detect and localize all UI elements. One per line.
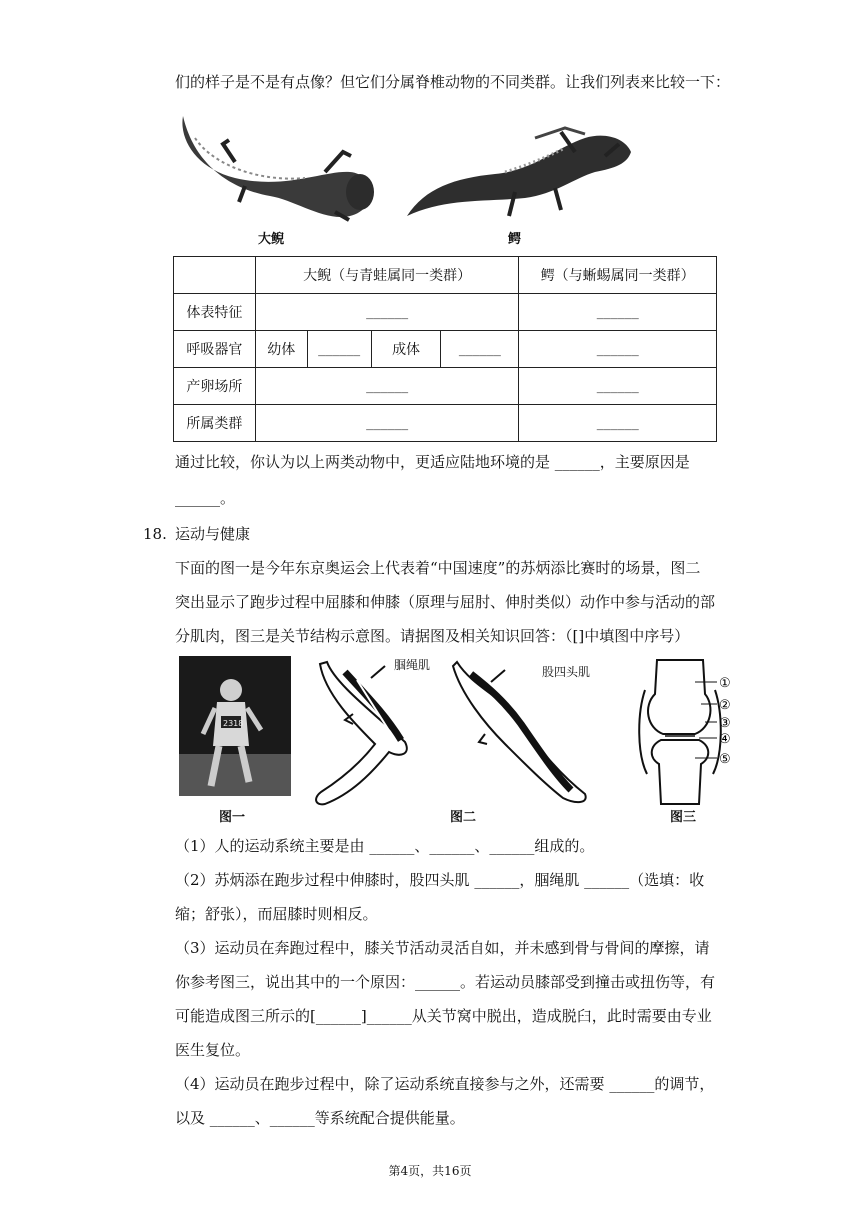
caption-giant-salamander: 大鲵 (258, 232, 285, 247)
answer-blank[interactable]: ______ (255, 405, 519, 442)
exercise-figures (175, 654, 735, 824)
answer-blank[interactable]: ______ (307, 331, 371, 368)
answer-blank[interactable]: ______ (519, 405, 717, 442)
comparison-table (173, 256, 717, 442)
caption-figure-one: 图一 (219, 810, 246, 825)
sub-question-line: （3）运动员在奔跑过程中，膝关节活动灵活自如，并未感到骨与骨间的摩擦，请 (175, 939, 710, 957)
answer-blank[interactable]: ______ (519, 294, 717, 331)
answer-blank[interactable]: ______ (255, 368, 519, 405)
table-head-salamander: 大鲵（与青蛙属同一类群） (255, 257, 519, 294)
sub-question-line: （1）人的运动系统主要是由 ______、______、______组成的。 (175, 837, 595, 855)
joint-label-3: ③ (719, 716, 731, 731)
table-row (174, 331, 717, 368)
answer-blank[interactable]: ______ (519, 331, 717, 368)
question-para-line: 下面的图一是今年东京奥运会上代表着“中国速度”的苏炳添比赛时的场景，图二 (175, 559, 701, 577)
answer-blank[interactable]: ______ (441, 331, 519, 368)
sub-question-line: （4）运动员在跑步过程中，除了运动系统直接参与之外，还需要 ______的调节， (175, 1075, 715, 1093)
table-header-row (174, 257, 717, 294)
sub-label-larva: 幼体 (255, 331, 307, 368)
question-para-line: 突出显示了跑步过程中屈膝和伸膝（原理与屈肘、伸肘类似）动作中参与活动的部 (175, 593, 716, 611)
row-label: 呼吸器官 (174, 331, 256, 368)
sub-question-line: 医生复位。 (175, 1041, 251, 1059)
row-label: 体表特征 (174, 294, 256, 331)
row-label: 产卵场所 (174, 368, 256, 405)
question-para-line: 分肌肉，图三是关节结构示意图。请据图及相关知识回答：（[]中填图中序号） (175, 627, 690, 645)
table-row (174, 405, 717, 442)
caption-figure-three: 图三 (670, 810, 697, 825)
figure-two-straight-leg (453, 662, 586, 802)
table-head-crocodile: 鳄（与蜥蜴属同一类群） (519, 257, 717, 294)
q17-conclusion-line1: 通过比较，你认为以上两类动物中，更适应陆地环境的是 ______，主要原因是 (175, 453, 690, 471)
joint-label-4: ④ (719, 732, 731, 747)
caption-figure-two: 图二 (450, 810, 477, 825)
figure-one-athlete-photo (179, 656, 291, 796)
crocodile-image (407, 128, 631, 216)
q17-conclusion-line2: ______。 (175, 489, 236, 507)
table-row (174, 294, 717, 331)
sub-question-line: 缩；舒张），而屈膝时则相反。 (175, 905, 378, 923)
muscle-label-hamstring: 腘绳肌 (394, 658, 431, 672)
table-corner-cell (174, 257, 256, 294)
joint-label-2: ② (719, 698, 731, 713)
figure-three-joint-diagram (639, 660, 730, 804)
answer-blank[interactable]: ______ (255, 294, 519, 331)
caption-crocodile: 鳄 (508, 232, 522, 247)
svg-text:2318: 2318 (223, 719, 244, 728)
animal-illustrations (175, 108, 635, 226)
sub-question-line: 可能造成图三所示的[______]______从关节窝中脱出，造成脱臼，此时需要由专业 (175, 1007, 712, 1025)
row-label: 所属类群 (174, 405, 256, 442)
page-footer: 第4页，共16页 (388, 1164, 472, 1178)
muscle-label-quadriceps: 股四头肌 (542, 665, 591, 679)
sub-question-line: （2）苏炳添在跑步过程中伸膝时，股四头肌 ______，腘绳肌 ______（选填：收 (175, 871, 705, 889)
sub-label-adult: 成体 (371, 331, 441, 368)
question-number: 18. (143, 525, 167, 543)
joint-label-1: ① (719, 676, 731, 691)
joint-label-5: ⑤ (719, 752, 731, 767)
answer-blank[interactable]: ______ (519, 368, 717, 405)
question-title: 运动与健康 (175, 525, 251, 543)
sub-question-line: 你参考图三，说出其中的一个原因：______。若运动员膝部受到撞击或扭伤等，有 (175, 973, 716, 991)
giant-salamander-image (182, 116, 374, 220)
figure-two-bent-leg (316, 662, 407, 804)
sub-question-line: 以及 ______、______等系统配合提供能量。 (175, 1109, 465, 1127)
table-row (174, 368, 717, 405)
intro-text: 们的样子是不是有点像？但它们分属脊椎动物的不同类群。让我们列表来比较一下： (175, 73, 731, 91)
